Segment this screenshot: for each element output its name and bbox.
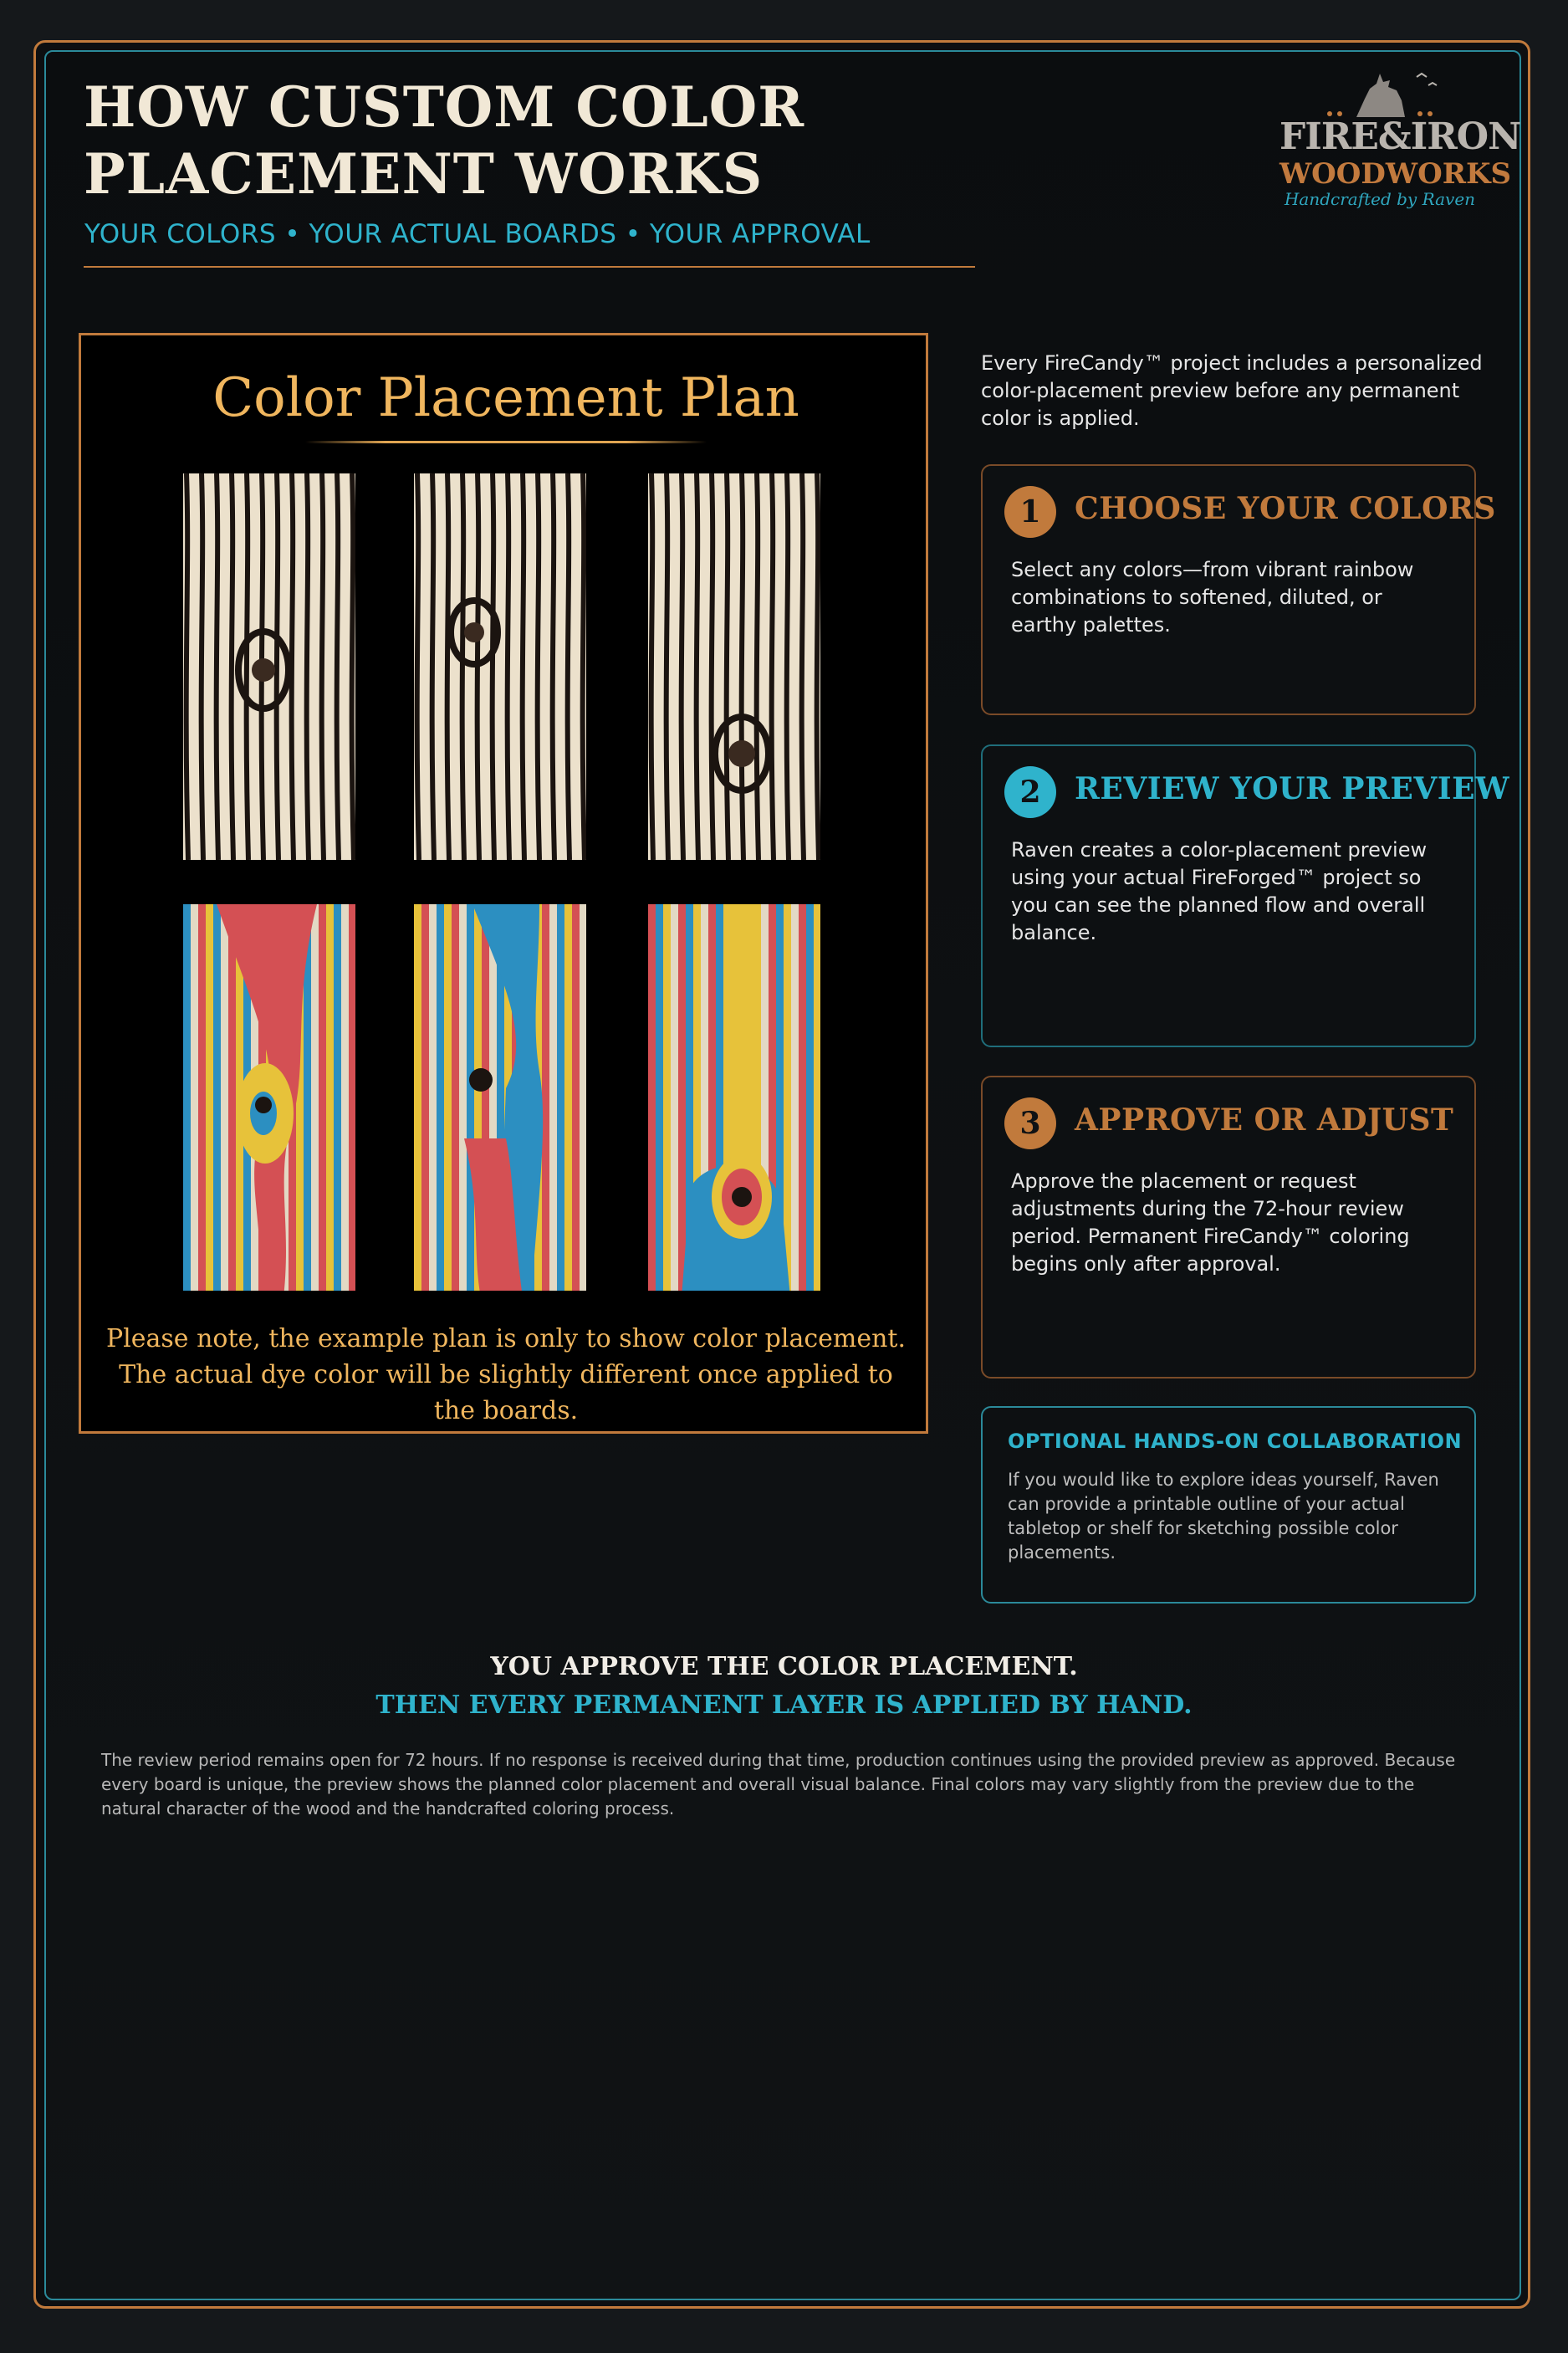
intro-text: Every FireCandy™ project includes a personalized color-placement preview before any permanent color is applied. [981, 351, 1483, 430]
step-body: Approve the placement or request adjustments during the 72-hour review period. Permanent FireCandy™ coloring begins only after approval. [1011, 1169, 1410, 1276]
plan-title: Color Placement Plan [212, 367, 799, 429]
closing-statement-highlight: THEN EVERY PERMANENT LAYER IS APPLIED BY HAND. [375, 1691, 1193, 1720]
fine-print: The review period remains open for 72 hours. If no response is received during that time, production continues using the provided preview as approved. Because every board is unique, the preview shows the planned color placement and overall visual balance. Final colors may vary slightly from the preview due to the natural character of the wood and the handcrafted coloring process. [101, 1750, 1456, 1818]
collaboration-card [981, 1406, 1476, 1604]
plan-title-underline [305, 441, 707, 443]
step-title: APPROVE OR ADJUST [1075, 1102, 1454, 1138]
plan-note: Please note, the example plan is only to show color placement. The actual dye color will be slightly different once applied to the boards. [105, 1324, 907, 1425]
colored-board-2 [414, 904, 586, 1291]
collaboration-title: OPTIONAL HANDS-ON COLLABORATION [1008, 1430, 1463, 1453]
colored-board-3 [648, 904, 820, 1291]
raw-board-3 [648, 473, 820, 860]
title-divider [84, 266, 975, 268]
step-card-review-preview [981, 744, 1510, 1047]
logo-brand-text: FIRE&IRON [1279, 115, 1521, 158]
brand-logo [1279, 65, 1521, 216]
closing-statement: YOU APPROVE THE COLOR PLACEMENT. [490, 1652, 1078, 1681]
step-title: REVIEW YOUR PREVIEW [1075, 771, 1510, 806]
colored-board-1 [183, 904, 355, 1291]
step-number-badge: 1 [1004, 486, 1056, 538]
raw-board-1 [183, 473, 355, 860]
logo-sub-text: WOODWORKS [1279, 157, 1512, 191]
logo-tagline: Handcrafted by Raven [1284, 189, 1476, 209]
step-number-badge: 2 [1004, 766, 1056, 818]
step-card-choose-colors [981, 464, 1496, 715]
step-number-badge: 3 [1004, 1097, 1056, 1149]
step-body: Select any colors—from vibrant rainbow combinations to softened, diluted, or earthy palettes. [1011, 558, 1414, 637]
collaboration-body: If you would like to explore ideas yourself, Raven can provide a printable outline of your actual tabletop or shelf for sketching possible color placements. [1008, 1470, 1439, 1563]
page-subtitle: YOUR COLORS • YOUR ACTUAL BOARDS • YOUR APPROVAL [84, 219, 871, 249]
color-placement-plan [79, 333, 928, 1434]
raw-board-2 [414, 473, 586, 860]
step-body: Raven creates a color-placement preview using your actual FireForged™ project so you can see the planned flow and overall balance. [1011, 838, 1428, 944]
page-title: HOW CUSTOM COLOR PLACEMENT WORKS [84, 74, 805, 207]
step-title: CHOOSE YOUR COLORS [1075, 491, 1496, 526]
step-card-approve-adjust [981, 1076, 1476, 1379]
